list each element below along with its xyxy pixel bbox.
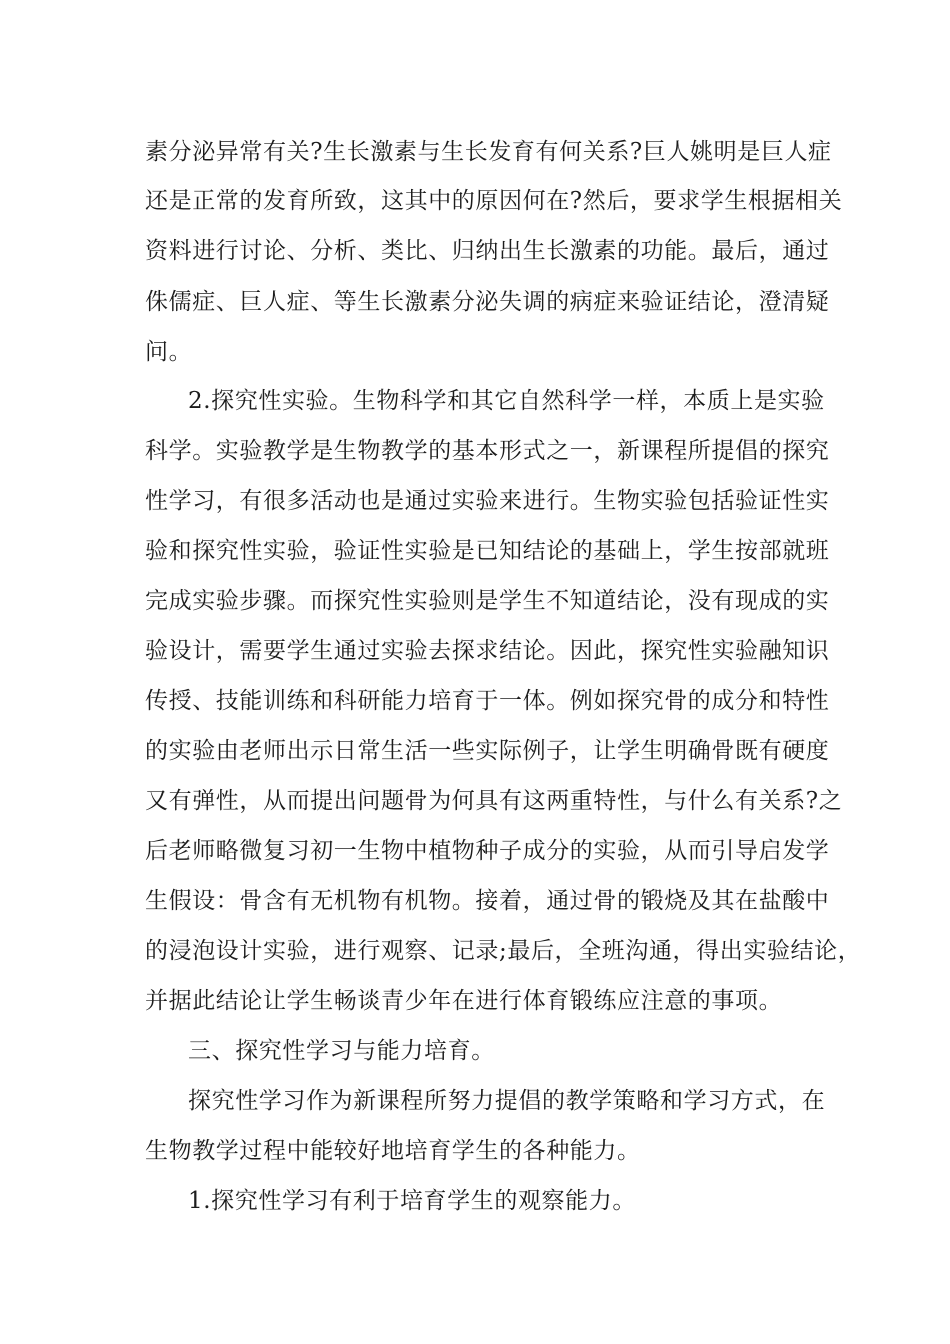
body-text-line: 侏儒症、巨人症、等生长激素分泌失调的病症来验证结论，澄清疑 — [145, 289, 830, 315]
body-text-line: 后老师略微复习初一生物中植物种子成分的实验，从而引导启发学 — [145, 838, 830, 864]
body-text-line: 还是正常的发育所致，这其中的原因何在?然后，要求学生根据相关 — [145, 188, 843, 214]
body-text-line: 探究性学习作为新课程所努力提倡的教学策略和学习方式，在 — [188, 1088, 826, 1114]
body-text-line: 性学习，有很多活动也是通过实验来进行。生物实验包括验证性实 — [145, 488, 830, 514]
body-text-line: 素分泌异常有关?生长激素与生长发育有何关系?巨人姚明是巨人症 — [145, 139, 832, 165]
body-text-line: 又有弹性，从而提出问题骨为何具有这两重特性，与什么有关系?之 — [145, 788, 843, 814]
body-text-line: 并据此结论让学生畅谈青少年在进行体育锻练应注意的事项。 — [145, 988, 783, 1014]
paragraph-heading-exploratory-experiment: 2.探究性实验。生物科学和其它自然科学一样，本质上是实验 — [188, 388, 825, 414]
paragraph-heading-observation-ability: 1.探究性学习有利于培育学生的观察能力。 — [188, 1188, 636, 1214]
body-text-line: 生假设：骨含有无机物有机物。接着，通过骨的锻烧及其在盐酸中 — [145, 888, 830, 914]
body-text-line: 资料进行讨论、分析、类比、归纳出生长激素的功能。最后，通过 — [145, 238, 830, 264]
section-heading: 三、探究性学习与能力培育。 — [188, 1038, 495, 1064]
body-text-line: 生物教学过程中能较好地培育学生的各种能力。 — [145, 1138, 641, 1164]
body-text-line: 完成实验步骤。而探究性实验则是学生不知道结论，没有现成的实 — [145, 588, 830, 614]
body-text-line: 科学。实验教学是生物教学的基本形式之一，新课程所提倡的探究 — [145, 438, 830, 464]
body-text-line: 验设计，需要学生通过实验去探求结论。因此，探究性实验融知识 — [145, 638, 830, 664]
body-text-line: 的浸泡设计实验，进行观察、记录;最后，全班沟通，得出实验结论， — [145, 938, 862, 964]
body-text-line: 的实验由老师出示日常生活一些实际例子，让学生明确骨既有硬度 — [145, 738, 830, 764]
body-text-line: 验和探究性实验，验证性实验是已知结论的基础上，学生按部就班 — [145, 538, 830, 564]
body-text-line: 问。 — [145, 339, 193, 365]
body-text-line: 传授、技能训练和科研能力培育于一体。例如探究骨的成分和特性 — [145, 688, 830, 714]
